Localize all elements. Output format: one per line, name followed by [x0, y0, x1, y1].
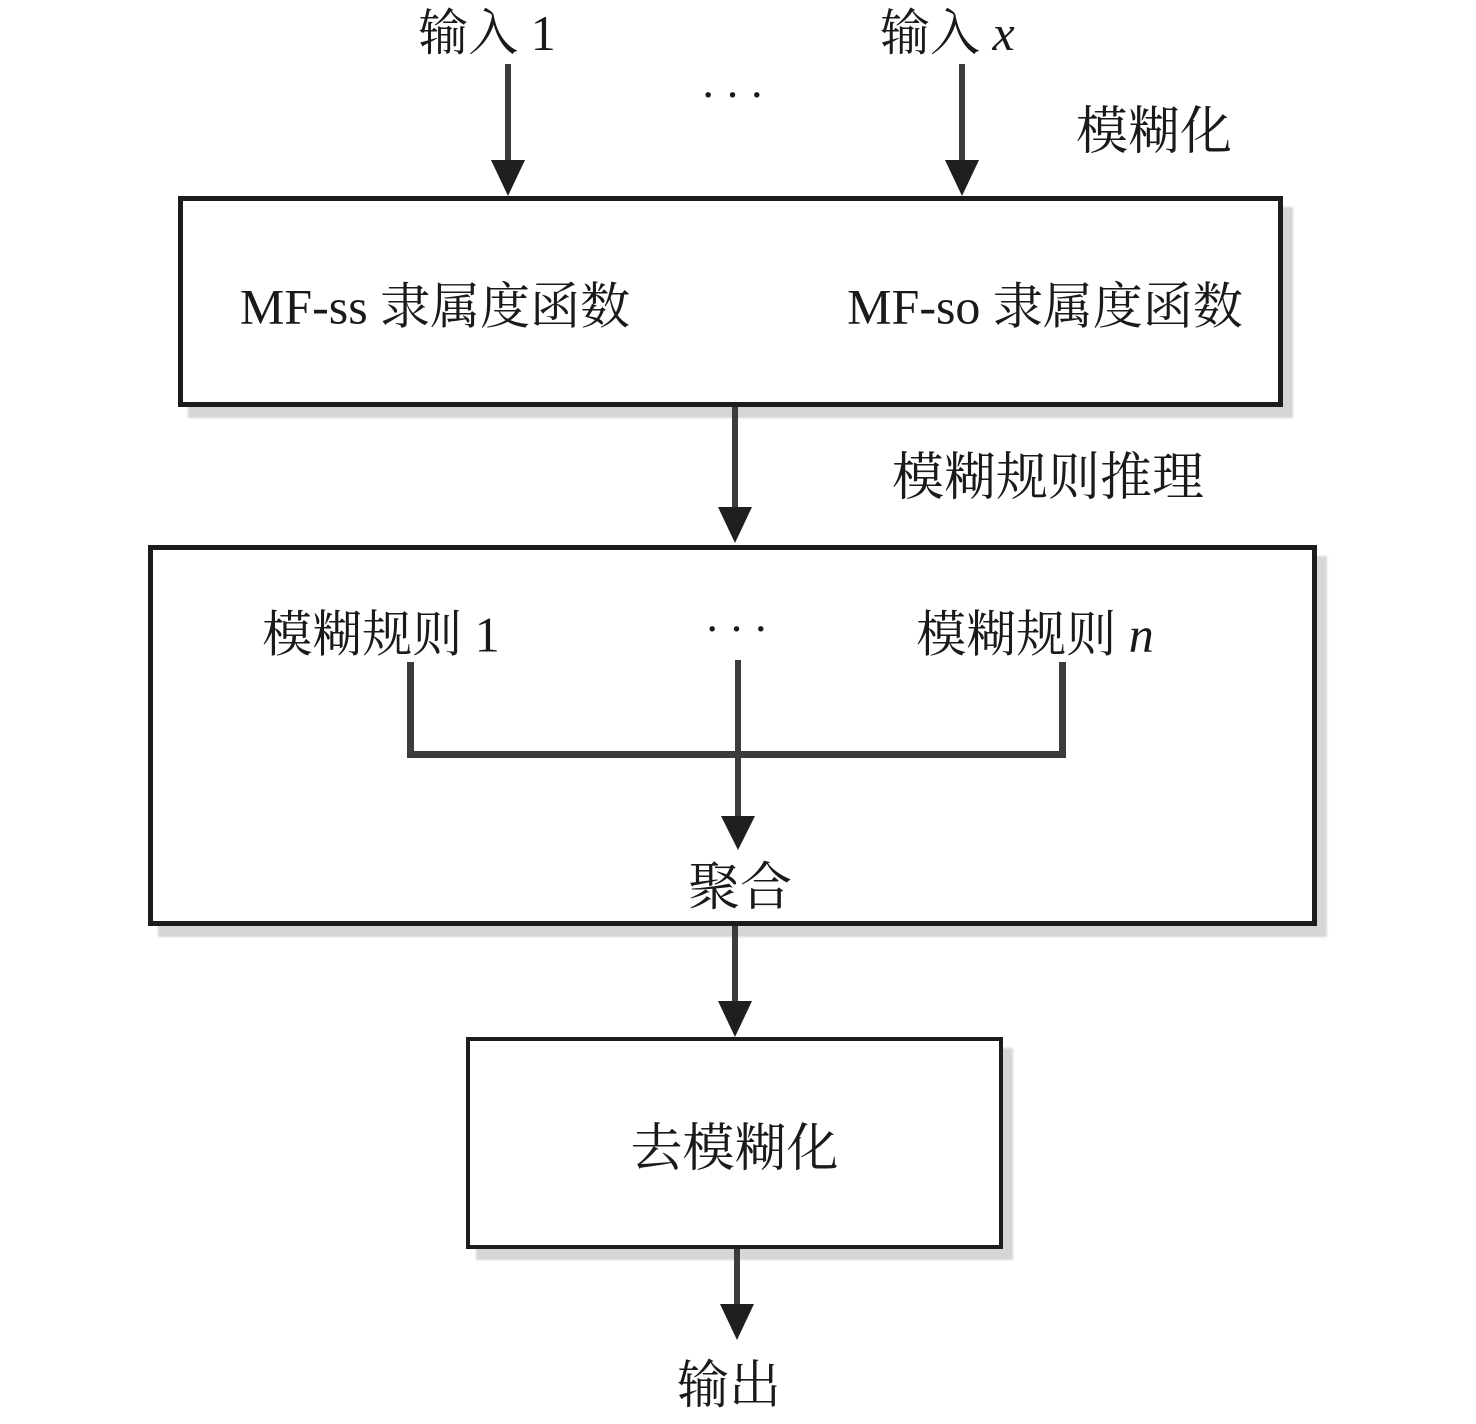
arrow-defuzz-to-output-shaft — [734, 1249, 740, 1307]
ellipsis-top: ··· — [700, 69, 774, 120]
label-aggregation: 聚合 — [687, 860, 793, 917]
arrow-defuzz-to-output-head — [720, 1304, 754, 1340]
label-rule-inference: 模糊规则推理 — [892, 450, 1205, 507]
ellipsis-rules: ··· — [704, 603, 778, 654]
label-rule-n — [916, 608, 1154, 663]
label-mf-so: MF-so 隶属度函数 — [847, 278, 1243, 335]
arrow-input-x-head — [945, 160, 979, 196]
arrow-rules-to-defuzz-shaft — [732, 926, 738, 1004]
arrow-input-1-head — [491, 160, 525, 196]
arrow-aggregation-head — [721, 816, 755, 850]
label-input-x-var: x — [992, 5, 1015, 61]
bracket-left-line — [407, 662, 414, 758]
membership-function-box — [178, 196, 1283, 407]
label-input-x — [880, 6, 1015, 61]
arrow-input-x-shaft — [959, 64, 965, 166]
label-defuzzification: 去模糊化 — [630, 1120, 839, 1178]
defuzzification-box — [466, 1037, 1003, 1249]
label-output: 输出 — [676, 1358, 782, 1415]
label-rule-n-prefix: 模糊规则 — [916, 606, 1129, 663]
arrow-aggregation-shaft — [735, 660, 741, 820]
arrow-input-1-shaft — [505, 64, 511, 166]
label-rule-1: 模糊规则 1 — [262, 606, 500, 663]
arrow-rules-to-defuzz-head — [718, 1001, 752, 1037]
label-rule-n-var: n — [1128, 606, 1154, 663]
label-fuzzification: 模糊化 — [1076, 104, 1233, 161]
label-input-1: 输入 1 — [418, 5, 556, 61]
arrow-mf-to-rules-head — [718, 507, 752, 543]
bracket-right-line — [1059, 662, 1066, 758]
label-input-x-prefix: 输入 — [880, 5, 993, 61]
arrow-mf-to-rules-shaft — [732, 407, 738, 509]
fuzzy-rules-box — [148, 545, 1317, 926]
label-mf-ss: MF-ss 隶属度函数 — [239, 278, 631, 335]
